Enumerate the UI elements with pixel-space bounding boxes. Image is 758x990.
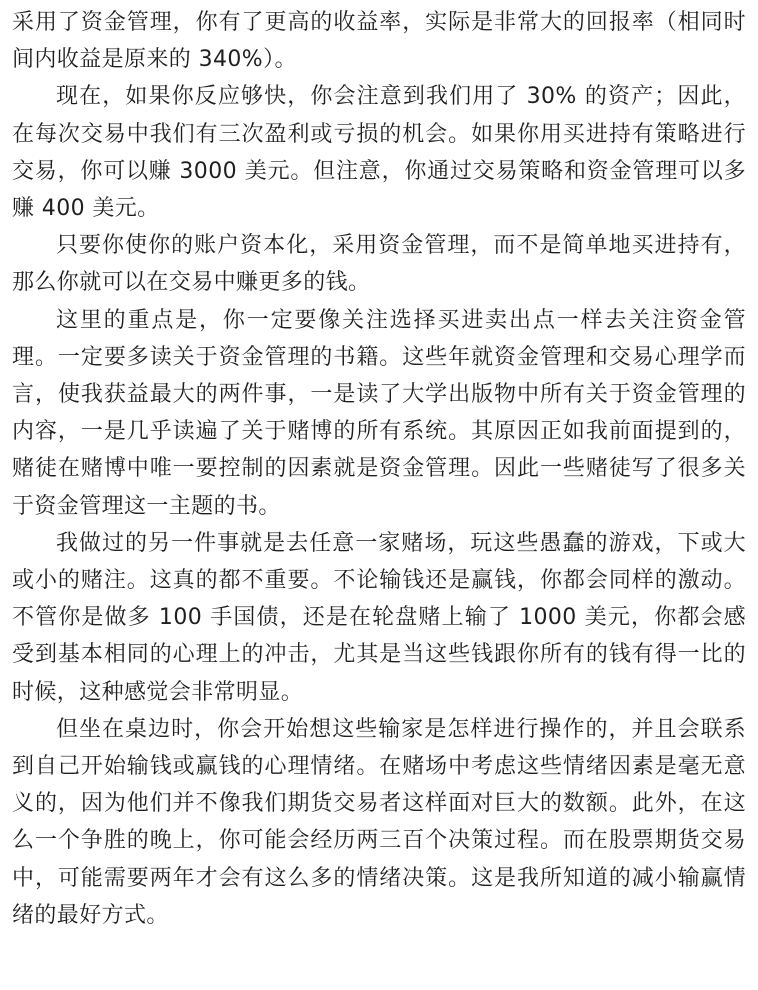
paragraph-6: 但坐在桌边时，你会开始想这些输家是怎样进行操作的，并且会联系到自己开始输钱或赢钱的心理情绪。在赌场中考虑这些情绪因素是毫无意义的，因为他们并不像我们期货交易者这样面对巨大的数额。此外，在这么一个争胜的晚上，你可能会经历两三百个决策过程。而在股票期货交易中，可能需要两年才会有这么多的情绪决策。这是我所知道的减小输赢情绪的最好方式。 [12, 716, 746, 928]
paragraph-3: 只要你使你的账户资本化，采用资金管理，而不是简单地买进持有，那么你就可以在交易中赚更多的钱。 [12, 233, 746, 296]
paragraph-4: 这里的重点是，你一定要像关注选择买进卖出点一样去关注资金管理。一定要多读关于资金管理的书籍。这些年就资金管理和交易心理学而言，使我获益最大的两件事，一是读了大学出版物中所有关于资金管理的内容，一是几乎读遍了关于赌博的所有系统。其原因正如我前面提到的，赌徒在赌博中唯一要控制的因素就是资金管理。因此一些赌徒写了很多关于资金管理这一主题的书。 [12, 307, 746, 519]
paragraph-5: 我做过的另一件事就是去任意一家赌场，玩这些愚蠢的游戏，下或大或小的赌注。这真的都不重要。不论输钱还是赢钱，你都会同样的激动。不管你是做多 100 手国债，还是在轮盘赌上输了 1000 美元，你都会感受到基本相同的心理上的冲击，尤其是当这些钱跟你所有的钱有得一比的时候，这种感觉会非常明显。 [12, 530, 746, 705]
paragraph-2: 现在，如果你反应够快，你会注意到我们用了 30% 的资产；因此，在每次交易中我们有三次盈利或亏损的机会。如果你用买进持有策略进行交易，你可以赚 3000 美元。但注意，你通过交易策略和资金管理可以多赚 400 美元。 [12, 84, 746, 222]
paragraph-1: 采用了资金管理，你有了更高的收益率，实际是非常大的回报率（相同时间内收益是原来的 340%）。 [12, 10, 746, 73]
